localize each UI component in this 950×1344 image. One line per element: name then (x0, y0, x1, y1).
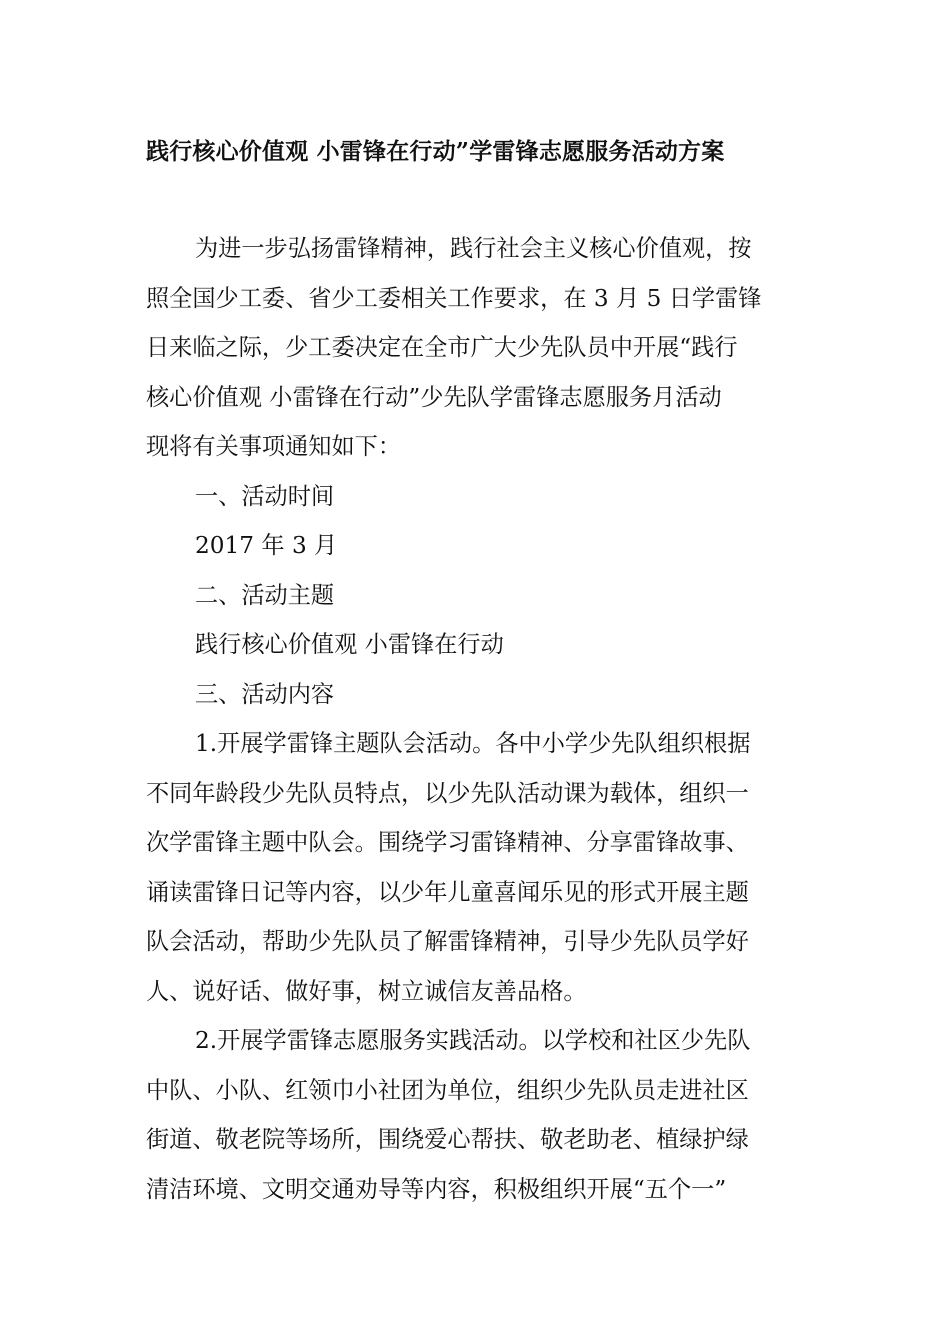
body-line: 中队、小队、红领巾小社团为单位，组织少先队员走进社区 (146, 1076, 749, 1104)
body-line: 诵读雷锋日记等内容，以少年儿童喜闻乐见的形式开展主题 (146, 878, 749, 906)
body-line: 三、活动内容 (195, 680, 335, 708)
document-body (146, 224, 810, 1214)
body-line: 次学雷锋主题中队会。围绕学习雷锋精神、分享雷锋故事、 (146, 829, 749, 856)
body-line: 践行核心价值观 小雷锋在行动 (195, 631, 504, 658)
document-title: 践行核心价值观 小雷锋在行动”学雷锋志愿服务活动方案 (146, 138, 725, 165)
body-line: 清洁环境、文明交通劝导等内容，积极组织开展“五个一” (146, 1175, 727, 1203)
body-line: 照全国少工委、省少工委相关工作要求，在 3 月 5 日学雷锋 (146, 284, 762, 312)
body-line: 1.开展学雷锋主题队会活动。各中小学少先队组织根据 (195, 730, 751, 757)
body-line: 二、活动主题 (195, 581, 335, 609)
body-line: 日来临之际，少工委决定在全市广大少先队员中开展“践行 (146, 334, 738, 361)
body-line: 核心价值观 小雷锋在行动”少先队学雷锋志愿服务月活动 (146, 383, 722, 411)
body-line: 2017 年 3 月 (195, 532, 338, 559)
body-line: 一、活动时间 (195, 482, 335, 510)
body-line: 2.开展学雷锋志愿服务实践活动。以学校和社区少先队 (195, 1027, 751, 1054)
body-line: 队会活动，帮助少先队员了解雷锋精神，引导少先队员学好 (146, 928, 749, 955)
body-line: 为进一步弘扬雷锋精神，践行社会主义核心价值观，按 (195, 235, 752, 262)
body-line: 不同年龄段少先队员特点，以少先队活动课为载体，组织一 (146, 779, 749, 807)
body-line: 现将有关事项通知如下： (146, 433, 402, 460)
body-line: 人、说好话、做好事，树立诚信友善品格。 (146, 977, 587, 1005)
body-line: 街道、敬老院等场所，围绕爱心帮扶、敬老助老、植绿护绿 (146, 1126, 749, 1153)
